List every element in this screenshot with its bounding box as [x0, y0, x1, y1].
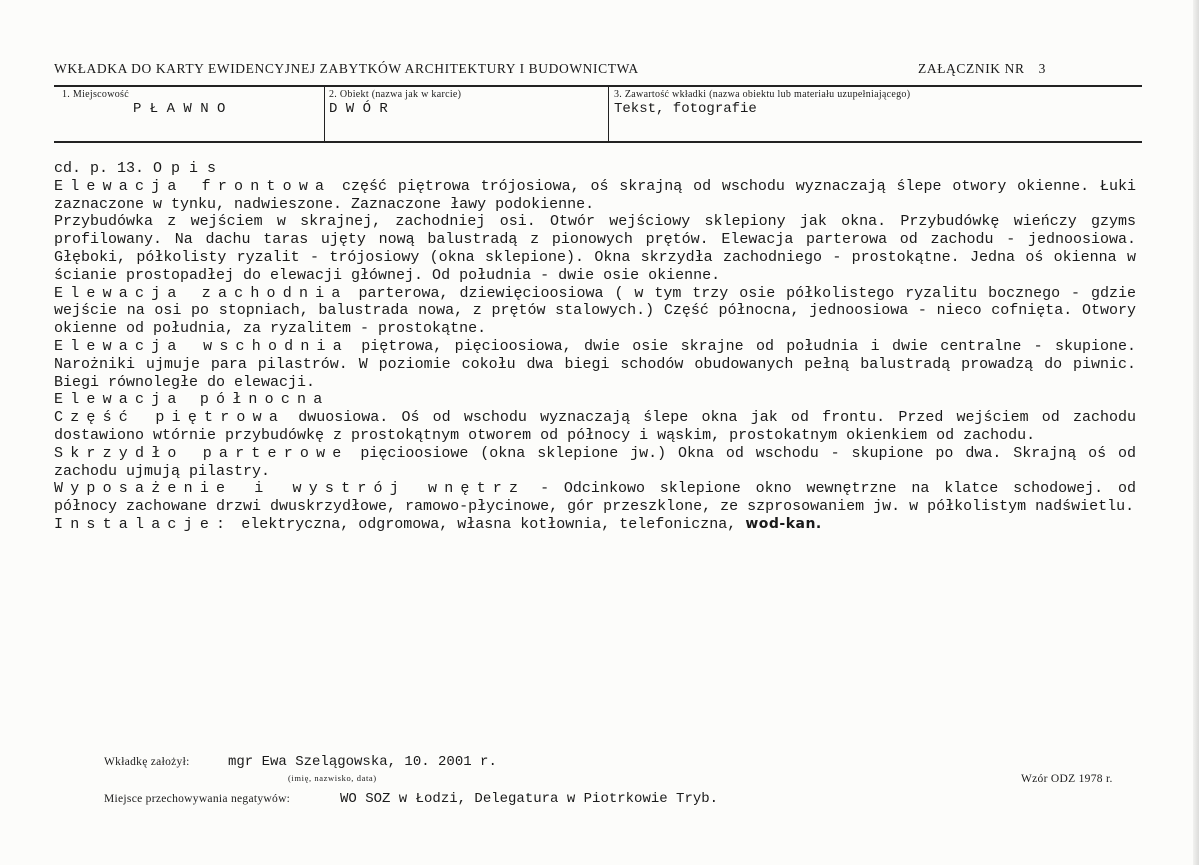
form-code: Wzór ODZ 1978 r. — [1021, 773, 1113, 785]
paragraph-interior — [54, 480, 1136, 516]
storey-part-text: dwuosiowa. Oś od wschodu wyznaczają ślepe okna jak od frontu. Przed wejściem od zachodu dostawiono wtórnie przybudówkę z prostokątnym otworem od północy i wąskim, prostokatnym okienkiem od zachodu. — [54, 409, 1136, 444]
west-elevation-label: Elewacja zachodnia — [54, 284, 348, 302]
header-bottom-rule — [54, 141, 1142, 143]
paragraph-front-elevation — [54, 178, 1136, 285]
section-heading: cd. p. 13. O p i s — [54, 160, 217, 177]
annex-label — [918, 61, 1046, 77]
negatives-value: WO SOZ w Łodzi, Delegatura w Piotrkowie Tryb. — [340, 791, 719, 807]
field-divider-1 — [324, 87, 325, 141]
interior-text: - Odcinkowo sklepione okno wewnętrzne na klatce schodowej. od północy zachowane drzwi dwuskrzydłowe, ramowo-płycinowe, gór przeszklone, ze szprosowaniem jw. w półkolistym nadświetlu. — [54, 480, 1136, 516]
paragraph-north-elevation — [54, 391, 1136, 480]
paragraph-installations — [54, 516, 1136, 534]
front-elevation-text: część piętrowa trójosiowa, oś skrajną od wschodu wyznaczają ślepe otwory okienne. Łuki zaznaczone w tynku, nadwieszone. Zaznaczone ławy podokienne. Przybudówka z wejściem w skrajnej, zachodniej osi. Otwór wejściowy sklepiony jak okna. Przybudówkę wieńczy gzyms profilowany. Na dachu taras ujęty nową balustradą z pionowych prętów. Elewacja parterowa od zachodu - jednoosiowa. Głęboki, półkolisty ryzalit - trójosiowy (okna sklepione). Okna skrzydła zachodniego - prostokątne. Jedna oś okienna w ścianie prostopadłej do elewacji głównej. Od południa - dwie osie okienne. — [54, 177, 1136, 284]
annex-label-text: ZAŁĄCZNIK NR — [918, 61, 1025, 76]
negatives-label: Miejsce przechowywania negatywów: — [104, 793, 291, 805]
storey-part-label: Część piętrowa — [54, 409, 286, 427]
installations-label: Instalacje: — [54, 515, 233, 533]
description-body — [54, 160, 1136, 534]
installations-text: elektryczna, odgromowa, własna kotłownia, telefoniczna, — [232, 515, 746, 533]
east-elevation-text: piętrowa, pięcioosiowa, dwie osie skrajne od południa i dwie centralne - skupione. Narożniki ujmuje para pilastrów. W poziomie cokołu dwa biegi schodów obudowanych pełną balustradą prowadzą do piwnic. Biegi równoległe do elewacji. — [54, 337, 1136, 391]
author-label: Wkładkę założył: — [104, 756, 190, 768]
header-top-rule — [54, 85, 1142, 87]
locality-label: 1. Miejscowość — [62, 89, 129, 100]
north-elevation-label: Elewacja północna — [54, 391, 330, 409]
east-elevation-label: Elewacja wschodnia — [54, 337, 349, 355]
ground-wing-label: Skrzydło parterowe — [54, 444, 349, 462]
interior-label: Wyposażenie i wystrój wnętrz — [54, 480, 526, 498]
front-elevation-label: Elewacja frontowa — [54, 177, 332, 195]
scan-edge — [1193, 0, 1199, 865]
handwritten-note: wod-kan. — [745, 515, 822, 532]
west-elevation-text: parterowa, dziewięcioosiowa ( w tym trzy osie półkolistego ryzalitu bocznego - gdzie wejście na osi po stopniach, balustrada nowa, z prętów stalowych.) Część północna, jednoosiowa - nieco cofnięta. Otwory okienne od południa, za ryzalitem - prostokątne. — [54, 284, 1136, 338]
object-value: D W Ó R — [329, 101, 388, 117]
author-caption: (imię, nazwisko, data) — [288, 773, 377, 783]
paragraph-west-elevation — [54, 285, 1136, 338]
locality-value: P Ł A W N O — [133, 101, 226, 117]
annex-number: 3 — [1038, 61, 1046, 76]
contents-value: Tekst, fotografie — [614, 101, 757, 117]
form-title: WKŁADKA DO KARTY EWIDENCYJNEJ ZABYTKÓW ARCHITEKTURY I BUDOWNICTWA — [54, 61, 639, 76]
field-divider-2 — [608, 87, 609, 141]
contents-label: 3. Zawartość wkładki (nazwa obiektu lub materiału uzupełniającego) — [614, 89, 911, 100]
paragraph-east-elevation — [54, 338, 1136, 391]
ground-wing-text: pięcioosiowe (okna sklepione jw.) Okna od wschodu - skupione po dwa. Skrajną oś od zachodu ujmują pilastry. — [54, 444, 1136, 480]
object-label: 2. Obiekt (nazwa jak w karcie) — [329, 89, 462, 100]
author-value: mgr Ewa Szelągowska, 10. 2001 r. — [228, 754, 497, 770]
